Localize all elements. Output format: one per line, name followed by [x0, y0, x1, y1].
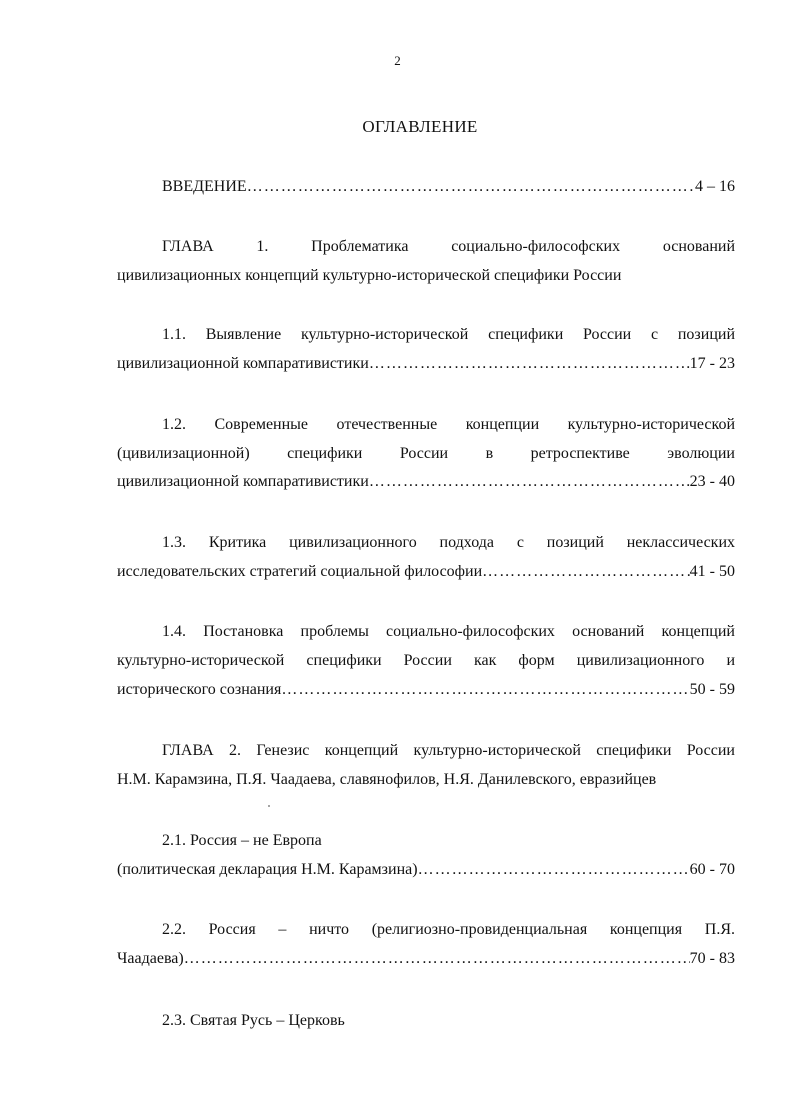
chapter-1-word: ГЛАВА: [162, 238, 214, 255]
toc-entry-2-1[interactable]: [117, 860, 735, 880]
toc-entry-2-2[interactable]: [117, 949, 735, 969]
page-title: ОГЛАВЛЕНИЕ: [362, 117, 478, 136]
toc-page-range: 23 - 40: [689, 473, 735, 490]
chapter-1-heading-line-1: [162, 237, 735, 257]
toc-page-range: 17 - 23: [689, 355, 735, 372]
toc-entry-2-2-line-1: 2.2. Россия – ничто (религиозно-провиденциальная концепция П.Я.: [162, 921, 735, 938]
leader-dots: [369, 472, 690, 492]
toc-entry-2-3-line-1: 2.3. Святая Русь – Церковь: [162, 1012, 345, 1029]
leader-dots: [418, 860, 690, 880]
toc-entry-1-4[interactable]: [117, 680, 735, 700]
toc-page-range: 4 – 16: [695, 178, 735, 195]
toc-entry-label: исследовательских стратегий социальной философии: [117, 563, 483, 580]
toc-entry-label: ВВЕДЕНИЕ: [162, 178, 247, 195]
toc-page-range: 50 - 59: [689, 681, 735, 698]
toc-entry-1-4-line-1: 1.4. Постановка проблемы социально-философских оснований концепций: [162, 623, 735, 640]
leader-dots: [184, 949, 690, 969]
toc-entry-1-1[interactable]: [117, 354, 735, 374]
toc-entry-intro[interactable]: [162, 177, 735, 197]
toc-entry-1-3[interactable]: [117, 562, 735, 582]
toc-entry-label: Чаадаева): [117, 950, 184, 967]
leader-dots: [247, 177, 695, 197]
toc-entry-1-2[interactable]: [117, 472, 735, 492]
chapter-1-word: Проблематика: [311, 238, 409, 255]
page-number: 2: [394, 53, 401, 68]
chapter-1-word: социально-философских: [451, 238, 621, 255]
toc-entry-2-1-line-1: 2.1. Россия – не Европа: [162, 832, 322, 849]
toc-entry-1-1-line-1: 1.1. Выявление культурно-исторической специфики России с позиций: [162, 326, 735, 343]
toc-entry-label: (политическая декларация Н.М. Карамзина): [117, 861, 418, 878]
toc-entry-1-4-line-2: культурно-исторической специфики России как форм цивилизационного и: [117, 652, 735, 669]
chapter-1-heading-line-2: цивилизационных концепций культурно-исторической специфики России: [117, 267, 622, 284]
toc-entry-label: цивилизационной компаративистики: [117, 473, 369, 490]
chapter-2-heading-line-2: Н.М. Карамзина, П.Я. Чаадаева, славянофилов, Н.Я. Данилевского, евразийцев: [117, 771, 657, 788]
leader-dots: [369, 354, 690, 374]
toc-entry-label: исторического сознания: [117, 681, 282, 698]
chapter-1-word: 1.: [256, 238, 269, 255]
leader-dots: [482, 562, 690, 582]
toc-page-range: 41 - 50: [689, 563, 735, 580]
toc-entry-1-3-line-1: 1.3. Критика цивилизационного подхода с позиций неклассических: [162, 534, 735, 551]
toc-page-range: 70 - 83: [689, 950, 735, 967]
chapter-1-word: оснований: [662, 238, 736, 255]
toc-entry-1-2-line-1: 1.2. Современные отечественные концепции культурно-исторической: [162, 416, 735, 433]
scan-speck: [268, 805, 270, 807]
toc-entry-label: цивилизационной компаративистики: [117, 355, 369, 372]
leader-dots: [281, 680, 689, 700]
toc-entry-1-2-line-2: (цивилизационной) специфики России в ретроспективе эволюции: [117, 445, 735, 462]
toc-page-range: 60 - 70: [689, 861, 735, 878]
chapter-2-heading-line-1: ГЛАВА 2. Генезис концепций культурно-исторической специфики России: [162, 742, 735, 759]
